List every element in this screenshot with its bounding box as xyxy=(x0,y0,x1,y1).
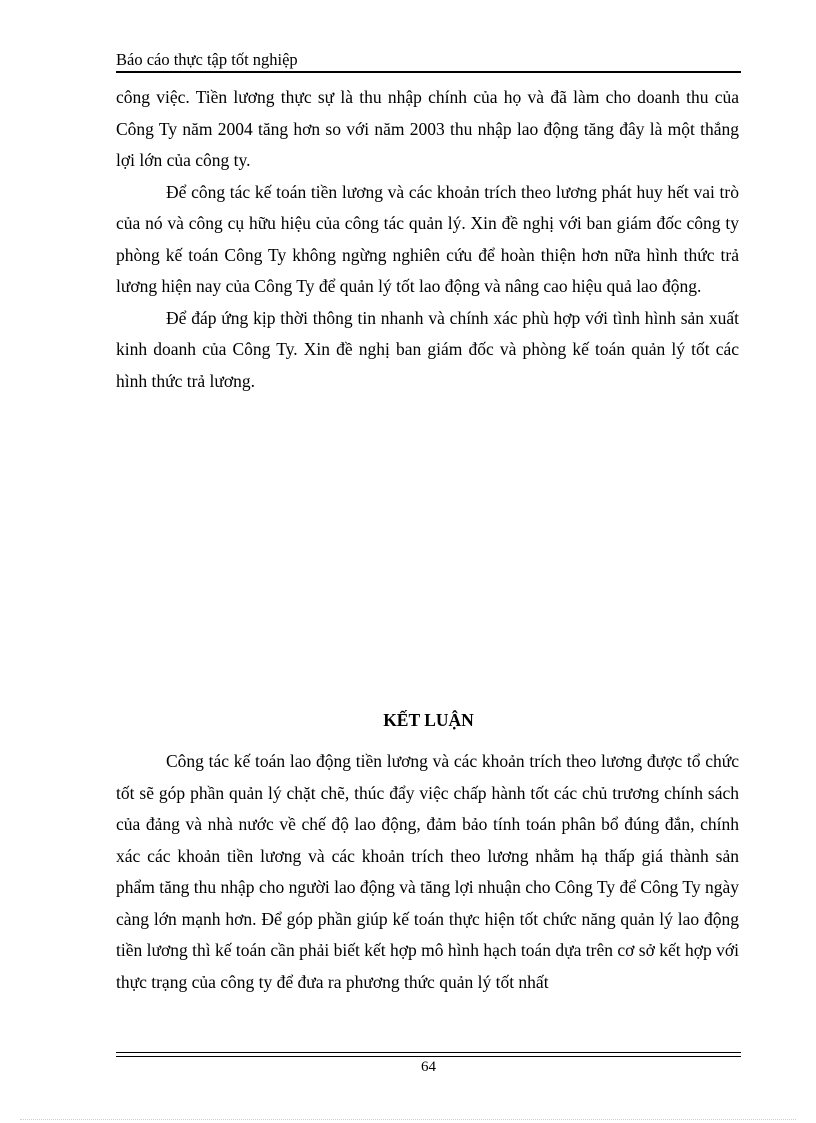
header-rule xyxy=(116,71,741,73)
body-section-top xyxy=(116,82,739,397)
footer-rule-top xyxy=(116,1052,741,1053)
page-bottom-dotted-edge xyxy=(20,1119,796,1120)
conclusion-heading: KẾT LUẬN xyxy=(383,710,474,730)
body-section-conclusion xyxy=(116,746,739,998)
page-header-title: Báo cáo thực tập tốt nghiệp xyxy=(116,50,298,69)
page-number: 64 xyxy=(421,1059,436,1075)
footer-rule-bottom xyxy=(116,1056,741,1057)
paragraph-recommendation-2: Để đáp ứng kịp thời thông tin nhanh và chính xác phù hợp với tình hình sản xuất kinh doanh của Công Ty. Xin đề nghị ban giám đốc và phòng kế toán quản lý tốt các hình thức trả lương. xyxy=(116,307,739,391)
paragraph-recommendation-1: Để công tác kế toán tiền lương và các khoản trích theo lương phát huy hết vai trò của nó và công cụ hữu hiệu của công tác quản lý. Xin đề nghị với ban giám đốc công ty phòng kế toán Công Ty không ngừng nghiên cứu để hoàn thiện hơn nữa hình thức trả lương hiện nay của Công Ty để quản lý tốt lao động và nâng cao hiệu quả lao động. xyxy=(116,181,739,296)
paragraph-continuation: công việc. Tiền lương thực sự là thu nhập chính của họ và đã làm cho doanh thu của Công Ty năm 2004 tăng hơn so với năm 2003 thu nhập lao động tăng đây là một thắng lợi lớn của công ty. xyxy=(116,87,739,170)
paragraph-conclusion: Công tác kế toán lao động tiền lương và các khoản trích theo lương được tổ chức tốt sẽ góp phần quản lý chặt chẽ, thúc đẩy việc chấp hành tốt các chủ trương chính sách của đảng và nhà nước về chế độ lao động, đảm bảo tính toán phân bổ đúng đắn, chính xác các khoản tiền lương và các khoản trích theo lương nhằm hạ thấp giá thành sản phẩm tăng thu nhập cho người lao động và tăng lợi nhuận cho Công Ty để Công Ty ngày càng lớn mạnh hơn. Để góp phần giúp kế toán thực hiện tốt chức năng quản lý lao động tiền lương thì kế toán cần phải biết kết hợp mô hình hạch toán dựa trên cơ sở kết hợp với thực trạng của công ty để đưa ra phương thức quản lý tốt nhất xyxy=(116,751,739,992)
